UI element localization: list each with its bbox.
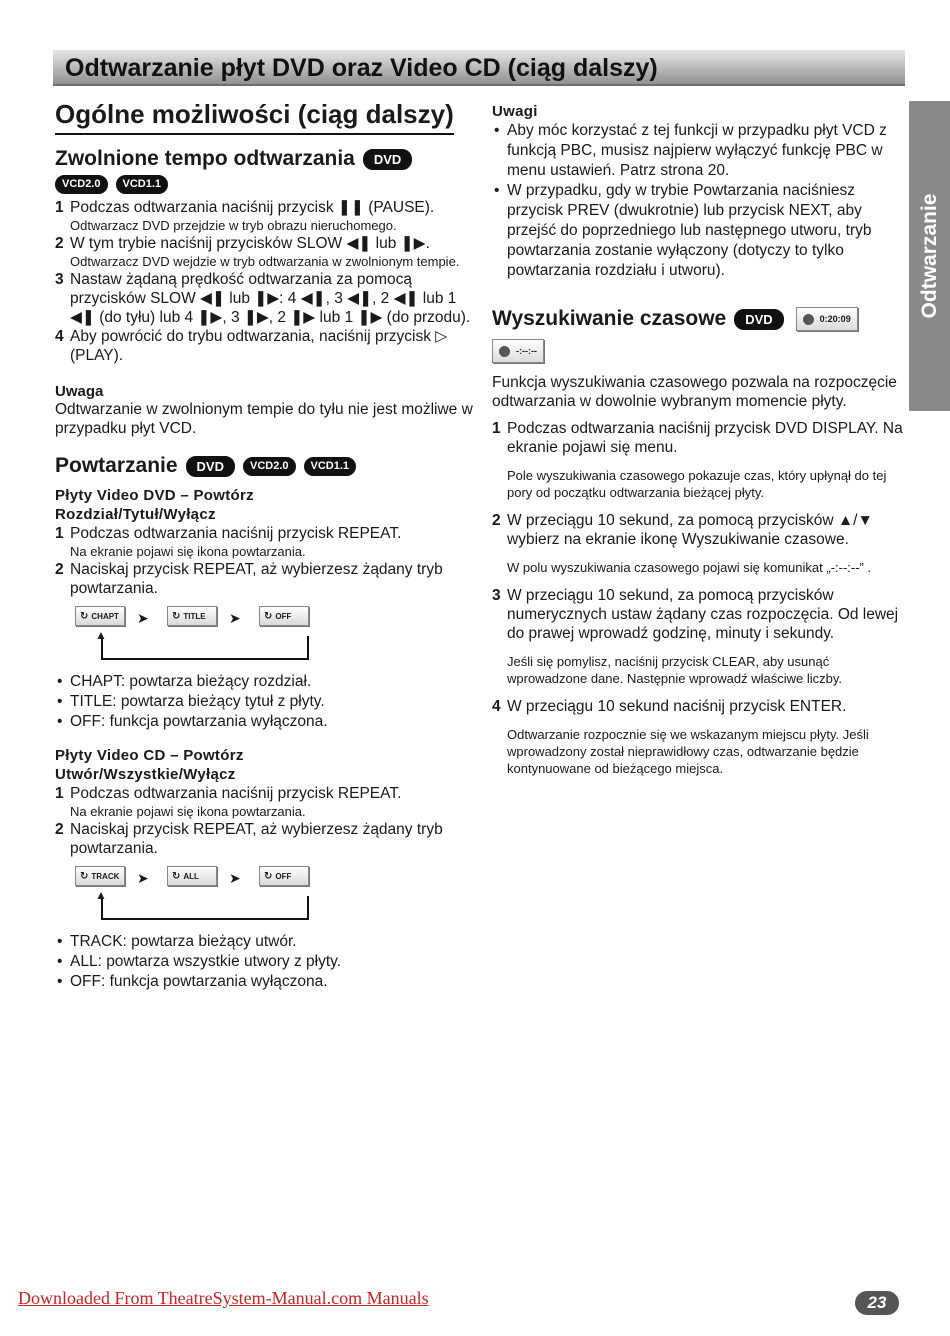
step-number: 1 [55,199,64,216]
step-text: Podczas odtwarzania naciśnij przycisk ❚❚ (PAUSE). [70,199,435,216]
arrow-right-icon: ➤ [137,610,149,626]
osd-title [167,606,217,626]
step-item [492,511,904,549]
vcd-repeat-label-1: Płyty Video CD – Powtórz [55,747,244,764]
step-number: 2 [55,561,64,578]
step-note: Na ekranie pojawi się ikona powtarzania. [70,804,306,819]
dvd-badge: DVD [734,309,783,330]
cycle-line [101,896,309,920]
page-number: 23 [855,1291,899,1315]
cycle-line [101,636,309,660]
step-text: Naciskaj przycisk REPEAT, aż wybierzesz żądany tryb powtarzania. [70,561,443,597]
footer-download-link[interactable]: Downloaded From TheatreSystem-Manual.com Manuals [18,1288,429,1308]
vcd20-badge: VCD2.0 [243,457,296,476]
step-item [492,586,904,643]
section-title: Ogólne możliwości (ciąg dalszy) [55,99,454,135]
page-title: Odtwarzanie płyt DVD oraz Video CD (ciąg dalszy) [65,54,658,82]
vcd11-badge: VCD1.1 [304,457,357,476]
vcd-repeat-bullets [55,932,475,992]
slow-badges [55,175,475,194]
list-item: • TRACK: powtarza bieżący utwór. [55,932,475,952]
osd-time-empty [492,339,544,363]
step-number: 1 [55,785,64,802]
step-note: Odtwarzacz DVD wejdzie w tryb odtwarzania w zwolnionym tempie. [70,254,460,269]
osd-track [75,866,125,886]
side-tab-label: Odtwarzanie [917,193,941,319]
list-item: • OFF: funkcja powtarzania wyłączona. [55,712,475,732]
step-number: 2 [55,235,64,252]
repeat-icon: ↻ [172,870,181,882]
list-item: • CHAPT: powtarza bieżący rozdział. [55,672,475,692]
step-text: Podczas odtwarzania naciśnij przycisk REPEAT. [70,525,402,542]
time-steps [492,419,904,777]
dvd-repeat-label-2: Rozdział/Tytuł/Wyłącz [55,506,216,523]
time-search-title: Wyszukiwanie czasowe [492,307,727,330]
step-item [55,524,475,543]
arrow-right-icon: ➤ [229,870,241,886]
step-number: 4 [492,698,501,715]
time-search-heading [492,307,904,331]
repeat-icon: ↻ [264,610,273,622]
list-item: • ALL: powtarza wszystkie utwory z płyty. [55,952,475,972]
step-note: Jeśli się pomylisz, naciśnij przycisk CLEAR, aby usunąć wprowadzone dane. Następnie wprowadź właściwe liczby. [507,654,843,686]
vcd-repeat-osd-sequence [75,866,475,928]
uwagi-list [492,121,904,281]
step-item [492,697,904,716]
header-banner [53,50,905,86]
side-tab [909,101,950,411]
osd-time-box [796,307,858,331]
dvd-repeat-label-1: Płyty Video DVD – Powtórz [55,487,254,504]
osd-label: ALL [183,871,199,881]
step-text: W przeciągu 10 sekund, za pomocą przycisków numerycznych ustaw żądany czas rozpoczęcia. Od lewej do prawej wprowadź godzinę, minuty i sekundy. [507,587,899,642]
step-item [55,784,475,803]
step-item [55,234,475,253]
uwagi-label: Uwagi [492,103,538,120]
osd-label: OFF [275,871,292,881]
step-text: Naciskaj przycisk REPEAT, aż wybierzesz żądany tryb powtarzania. [70,821,443,857]
clock-icon [499,346,510,357]
repeat-icon: ↻ [80,870,89,882]
step-note: Odtwarzacz DVD przejdzie w tryb obrazu nieruchomego. [70,218,397,233]
osd-label: OFF [275,611,292,621]
right-column [492,102,904,787]
osd-empty-value: -:--:-- [516,346,537,356]
osd-empty-wrap [492,339,904,363]
osd-all [167,866,217,886]
osd-off [259,866,309,886]
vcd-repeat-label-2: Utwór/Wszystkie/Wyłącz [55,766,236,783]
step-number: 1 [55,525,64,542]
step-item [55,198,475,217]
step-item [55,560,475,598]
step-item [492,419,904,457]
dvd-badge: DVD [186,456,235,477]
osd-chapt [75,606,125,626]
step-number: 2 [55,821,64,838]
vcd20-badge: VCD2.0 [55,175,108,194]
uwaga-label: Uwaga [55,383,104,400]
step-note: Odtwarzanie rozpocznie się we wskazanym miejscu płyty. Jeśli wprowadzony został nieprawidłowy czas, odtwarzanie będzie kontynuowane od bieżącego miejsca. [507,727,869,776]
osd-label: TRACK [91,871,120,881]
repeat-icon: ↻ [80,610,89,622]
list-item: • TITLE: powtarza bieżący tytuł z płyty. [55,692,475,712]
arrow-right-icon: ➤ [229,610,241,626]
repeat-heading [55,454,475,478]
step-text: Nastaw żądaną prędkość odtwarzania za pomocą przycisków SLOW ◀❚ lub ❚▶: 4 ◀❚, 3 ◀❚, 2 ◀❚ lub 1 ◀❚ (do tyłu) lub 4 ❚▶, 3 ❚▶, 2 ❚▶ lub 1 ❚▶ (do przodu). [70,271,471,326]
arrow-right-icon: ➤ [137,870,149,886]
time-search-intro: Funkcja wyszukiwania czasowego pozwala na rozpoczęcie odtwarzania w dowolnie wybranym momencie płyty. [492,374,897,410]
slow-title: Zwolnione tempo odtwarzania [55,147,355,170]
osd-label: TITLE [183,611,206,621]
step-number: 3 [492,587,501,604]
uwaga-text: Odtwarzanie w zwolnionym tempie do tyłu nie jest możliwe w przypadku płyt VCD. [55,401,473,437]
arrow-up-icon: ▲ [95,628,107,642]
osd-label: CHAPT [91,611,119,621]
step-note: Pole wyszukiwania czasowego pokazuje czas, który upłynął do tej pory od początku odtwarzania bieżącej płyty. [507,468,887,500]
step-number: 2 [492,512,501,529]
step-text: W przeciągu 10 sekund, za pomocą przycisków ▲/▼ wybierz na ekranie ikonę Wyszukiwanie czasowe. [507,512,873,548]
step-item [55,327,475,365]
dvd-repeat-osd-sequence [75,606,475,668]
osd-time-value: 0:20:09 [819,314,851,324]
dvd-repeat-bullets [55,672,475,732]
step-text: W tym trybie naciśnij przycisków SLOW ◀❚ lub ❚▶. [70,235,430,252]
step-note: Na ekranie pojawi się ikona powtarzania. [70,544,306,559]
step-number: 4 [55,328,64,345]
step-number: 1 [492,420,501,437]
step-item [55,820,475,858]
clock-icon [803,314,814,325]
step-note: W polu wyszukiwania czasowego pojawi się komunikat „-:--:--” . [507,560,872,575]
step-text: Podczas odtwarzania naciśnij przycisk REPEAT. [70,785,402,802]
repeat-icon: ↻ [172,610,181,622]
step-text: W przeciągu 10 sekund naciśnij przycisk ENTER. [507,698,847,715]
left-column [55,96,475,992]
repeat-icon: ↻ [264,870,273,882]
step-item [55,270,475,327]
step-text: Aby powrócić do trybu odtwarzania, naciśnij przycisk ▷ (PLAY). [70,328,448,364]
list-item: • Aby móc korzystać z tej funkcji w przypadku płyt VCD z funkcją PBC, musisz najpierw wyłączyć funkcję PBC w menu ustawień. Patrz strona 20. [492,121,904,181]
slow-steps [55,198,475,365]
osd-off [259,606,309,626]
list-item: • OFF: funkcja powtarzania wyłączona. [55,972,475,992]
step-number: 3 [55,271,64,288]
list-item: • W przypadku, gdy w trybie Powtarzania naciśniesz przycisk PREV (dwukrotnie) lub przycisk NEXT, aby przejść do poprzedniego lub następnego utworu, tryb powtarzania zostanie wyłączony (dotyczy to tylko powtarzania rozdziału i utworu). [492,181,904,281]
dvd-badge: DVD [363,149,412,170]
vcd11-badge: VCD1.1 [116,175,169,194]
arrow-up-icon: ▲ [95,888,107,902]
step-text: Podczas odtwarzania naciśnij przycisk DVD DISPLAY. Na ekranie pojawi się menu. [507,420,903,456]
slow-heading [55,147,475,171]
repeat-title: Powtarzanie [55,454,178,477]
